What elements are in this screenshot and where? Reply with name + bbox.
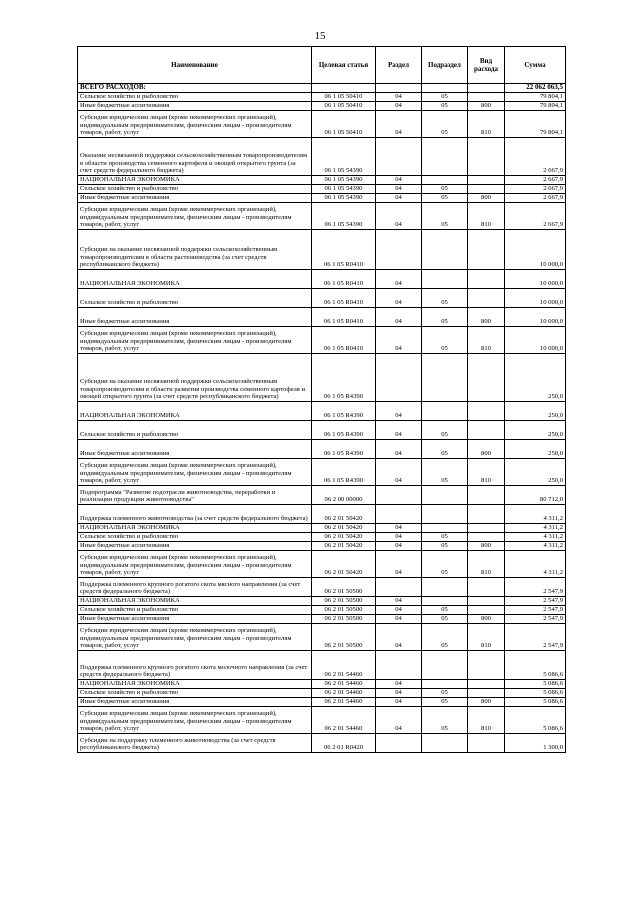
row-code: 06 1 05 R4390: [312, 459, 376, 486]
row-name: Субсидии на оказание несвязанной поддержки сельскохозяйственным товаропроизводителям в области развития производства семенного картофеля и овощей открытого грунта (за счет средств республиканского бюджета): [78, 354, 312, 402]
row-subsection: 05: [422, 327, 468, 354]
row-section: 04: [376, 524, 422, 533]
row-code: 06 1 05 R0410: [312, 230, 376, 270]
row-sum: 5 086,6: [505, 698, 566, 707]
table-row: [78, 551, 566, 578]
row-code: 06 1 05 R4390: [312, 402, 376, 421]
table-row: [78, 524, 566, 533]
row-subsection: 05: [422, 185, 468, 194]
row-subsection: [422, 505, 468, 524]
row-subsection: 05: [422, 615, 468, 624]
row-kind: [468, 176, 505, 185]
row-name: Иные бюджетные ассигнования: [78, 102, 312, 111]
row-code: 06 1 05 54390: [312, 194, 376, 203]
row-code: 06 2 01 50420: [312, 524, 376, 533]
row-sum: 2 667,9: [505, 176, 566, 185]
row-sum: 4 311,2: [505, 505, 566, 524]
row-section: 04: [376, 606, 422, 615]
row-sum: 79 804,1: [505, 111, 566, 138]
total-sum: 22 062 063,5: [505, 84, 566, 93]
row-section: 04: [376, 624, 422, 651]
row-section: 04: [376, 185, 422, 194]
row-subsection: 05: [422, 551, 468, 578]
row-section: 04: [376, 327, 422, 354]
row-kind: [468, 486, 505, 505]
row-kind: 810: [468, 203, 505, 230]
table-row: [78, 440, 566, 459]
row-code: 06 2 01 50420: [312, 533, 376, 542]
row-subsection: [422, 486, 468, 505]
row-name: НАЦИОНАЛЬНАЯ ЭКОНОМИКА: [78, 270, 312, 289]
row-name: Иные бюджетные ассигнования: [78, 308, 312, 327]
row-sum: 5 086,6: [505, 651, 566, 680]
row-subsection: [422, 402, 468, 421]
row-section: 04: [376, 680, 422, 689]
row-kind: 800: [468, 698, 505, 707]
row-code: 06 2 01 50500: [312, 624, 376, 651]
row-section: 04: [376, 707, 422, 734]
row-section: 04: [376, 689, 422, 698]
header-kind: Вид расхода: [468, 47, 505, 84]
row-name: Иные бюджетные ассигнования: [78, 194, 312, 203]
row-code: 06 2 01 54460: [312, 689, 376, 698]
row-code: 06 1 05 R4390: [312, 421, 376, 440]
row-sum: 80 712,0: [505, 486, 566, 505]
row-sum: 79 804,1: [505, 93, 566, 102]
table-row: [78, 533, 566, 542]
table-row: [78, 615, 566, 624]
row-sum: 250,0: [505, 402, 566, 421]
row-section: 04: [376, 176, 422, 185]
table-row: [78, 402, 566, 421]
row-section: [376, 354, 422, 402]
row-code: 06 2 01 50420: [312, 542, 376, 551]
row-kind: 800: [468, 194, 505, 203]
row-name: НАЦИОНАЛЬНАЯ ЭКОНОМИКА: [78, 524, 312, 533]
table-row: [78, 486, 566, 505]
table-row: [78, 289, 566, 308]
table-row: [78, 270, 566, 289]
header-sum: Сумма: [505, 47, 566, 84]
row-code: 06 2 01 54460: [312, 698, 376, 707]
row-subsection: [422, 680, 468, 689]
row-subsection: [422, 524, 468, 533]
row-code: 06 2 01 50500: [312, 597, 376, 606]
budget-table: [77, 46, 566, 753]
row-subsection: 05: [422, 698, 468, 707]
row-code: 06 2 01 50500: [312, 606, 376, 615]
row-section: 04: [376, 440, 422, 459]
row-name: Субсидии на поддержку племенного животноводства (за счет средств республиканского бюджета): [78, 734, 312, 753]
row-kind: 800: [468, 615, 505, 624]
total-row: [78, 84, 566, 93]
table-row: [78, 230, 566, 270]
row-section: 04: [376, 111, 422, 138]
row-section: 04: [376, 270, 422, 289]
header-code: Целевая статья: [312, 47, 376, 84]
row-sum: 4 311,2: [505, 542, 566, 551]
row-section: 04: [376, 308, 422, 327]
row-kind: [468, 680, 505, 689]
row-sum: 5 086,6: [505, 689, 566, 698]
row-kind: 810: [468, 624, 505, 651]
row-code: 06 1 05 R0410: [312, 308, 376, 327]
table-row: [78, 624, 566, 651]
row-code: 06 2 01 50500: [312, 615, 376, 624]
row-kind: 800: [468, 102, 505, 111]
row-sum: 2 667,9: [505, 194, 566, 203]
row-name: Субсидии юридическим лицам (кроме некоммерческих организаций), индивидуальным предпринимателям, физическим лицам - производителям товаров, работ, услуг: [78, 111, 312, 138]
row-kind: [468, 651, 505, 680]
row-kind: [468, 230, 505, 270]
table-row: [78, 698, 566, 707]
row-subsection: 05: [422, 289, 468, 308]
row-code: 06 1 05 R0410: [312, 270, 376, 289]
row-kind: [468, 533, 505, 542]
row-section: [376, 138, 422, 176]
row-sum: 2 547,9: [505, 578, 566, 597]
row-code: 06 2 01 R0420: [312, 734, 376, 753]
table-row: [78, 707, 566, 734]
row-section: 04: [376, 102, 422, 111]
row-kind: [468, 421, 505, 440]
row-sum: 250,0: [505, 421, 566, 440]
row-sum: 1 300,0: [505, 734, 566, 753]
row-name: НАЦИОНАЛЬНАЯ ЭКОНОМИКА: [78, 597, 312, 606]
row-code: 06 1 05 54390: [312, 203, 376, 230]
row-kind: 810: [468, 327, 505, 354]
row-sum: 2 667,9: [505, 138, 566, 176]
row-section: 04: [376, 542, 422, 551]
row-kind: [468, 289, 505, 308]
row-name: Субсидии юридическим лицам (кроме некоммерческих организаций), индивидуальным предпринимателям, физическим лицам - производителям товаров, работ, услуг: [78, 551, 312, 578]
row-subsection: 05: [422, 533, 468, 542]
row-name: Поддержка племенного крупного рогатого скота мясного направления (за счет средств федерального бюджета): [78, 578, 312, 597]
row-name: Субсидии юридическим лицам (кроме некоммерческих организаций), индивидуальным предпринимателям, физическим лицам - производителям товаров, работ, услуг: [78, 203, 312, 230]
row-sum: 250,0: [505, 354, 566, 402]
row-section: 04: [376, 615, 422, 624]
row-kind: 810: [468, 459, 505, 486]
row-kind: [468, 93, 505, 102]
row-code: 06 1 05 R0410: [312, 289, 376, 308]
row-section: 04: [376, 289, 422, 308]
row-sum: 10 000,0: [505, 327, 566, 354]
row-subsection: 05: [422, 111, 468, 138]
row-kind: [468, 734, 505, 753]
row-sum: 79 804,1: [505, 102, 566, 111]
row-code: 06 2 01 54460: [312, 707, 376, 734]
row-subsection: 05: [422, 102, 468, 111]
table-row: [78, 651, 566, 680]
row-sum: 2 547,9: [505, 624, 566, 651]
row-name: Субсидии юридическим лицам (кроме некоммерческих организаций), индивидуальным предпринимателям, физическим лицам - производителям товаров, работ, услуг: [78, 459, 312, 486]
row-sum: 2 547,9: [505, 615, 566, 624]
row-name: Иные бюджетные ассигнования: [78, 698, 312, 707]
row-sum: 5 086,6: [505, 680, 566, 689]
row-section: 04: [376, 698, 422, 707]
row-sum: 2 547,9: [505, 597, 566, 606]
row-subsection: [422, 230, 468, 270]
row-name: Субсидии юридическим лицам (кроме некоммерческих организаций), индивидуальным предпринимателям, физическим лицам - производителям товаров, работ, услуг: [78, 624, 312, 651]
row-name: Сельское хозяйство и рыболовство: [78, 533, 312, 542]
row-subsection: 05: [422, 624, 468, 651]
row-code: 06 1 05 R0410: [312, 327, 376, 354]
row-name: Сельское хозяйство и рыболовство: [78, 93, 312, 102]
total-label: ВСЕГО РАСХОДОВ:: [78, 84, 312, 93]
header-name: Наименование: [78, 47, 312, 84]
row-code: 06 2 01 50420: [312, 505, 376, 524]
row-sum: 4 311,2: [505, 524, 566, 533]
row-subsection: 05: [422, 194, 468, 203]
row-name: Сельское хозяйство и рыболовство: [78, 689, 312, 698]
row-subsection: [422, 270, 468, 289]
row-sum: 10 000,0: [505, 230, 566, 270]
row-section: 04: [376, 421, 422, 440]
table-row: [78, 308, 566, 327]
row-section: [376, 734, 422, 753]
row-subsection: 05: [422, 707, 468, 734]
row-code: 06 2 01 54460: [312, 651, 376, 680]
row-name: Субсидии юридическим лицам (кроме некоммерческих организаций), индивидуальным предпринимателям, физическим лицам - производителям товаров, работ, услуг: [78, 707, 312, 734]
row-code: 06 2 01 50500: [312, 578, 376, 597]
row-sum: 250,0: [505, 440, 566, 459]
row-subsection: 05: [422, 308, 468, 327]
row-section: 04: [376, 402, 422, 421]
row-section: 04: [376, 93, 422, 102]
row-section: 04: [376, 533, 422, 542]
row-subsection: 05: [422, 542, 468, 551]
row-name: Сельское хозяйство и рыболовство: [78, 421, 312, 440]
row-sum: 10 000,0: [505, 308, 566, 327]
row-kind: [468, 505, 505, 524]
table-row: [78, 111, 566, 138]
row-subsection: 05: [422, 440, 468, 459]
row-code: 06 1 05 50410: [312, 111, 376, 138]
row-section: [376, 505, 422, 524]
row-kind: [468, 578, 505, 597]
row-kind: 810: [468, 707, 505, 734]
row-section: [376, 230, 422, 270]
row-name: НАЦИОНАЛЬНАЯ ЭКОНОМИКА: [78, 402, 312, 421]
row-section: 04: [376, 459, 422, 486]
row-name: Сельское хозяйство и рыболовство: [78, 289, 312, 308]
row-subsection: [422, 651, 468, 680]
row-name: Сельское хозяйство и рыболовство: [78, 606, 312, 615]
row-subsection: [422, 734, 468, 753]
row-kind: [468, 689, 505, 698]
row-code: 06 1 05 54390: [312, 138, 376, 176]
table-row: [78, 459, 566, 486]
table-header-row: [78, 47, 566, 84]
row-code: 06 2 00 00000: [312, 486, 376, 505]
row-sum: 4 311,2: [505, 533, 566, 542]
row-kind: 810: [468, 551, 505, 578]
row-sum: 10 000,0: [505, 270, 566, 289]
row-kind: 800: [468, 440, 505, 459]
row-section: 04: [376, 194, 422, 203]
row-name: Иные бюджетные ассигнования: [78, 440, 312, 459]
table-row: [78, 354, 566, 402]
table-row: [78, 606, 566, 615]
row-name: Субсидии юридическим лицам (кроме некоммерческих организаций), индивидуальным предпринимателям, физическим лицам - производителям товаров, работ, услуг: [78, 327, 312, 354]
row-code: 06 1 05 54390: [312, 185, 376, 194]
row-sum: 2 667,9: [505, 185, 566, 194]
row-name: НАЦИОНАЛЬНАЯ ЭКОНОМИКА: [78, 176, 312, 185]
row-sum: 4 311,2: [505, 551, 566, 578]
table-row: [78, 505, 566, 524]
table-row: [78, 597, 566, 606]
row-code: 06 2 01 54460: [312, 680, 376, 689]
table-row: [78, 185, 566, 194]
table-row: [78, 578, 566, 597]
table-row: [78, 680, 566, 689]
row-code: 06 1 05 R4390: [312, 354, 376, 402]
table-row: [78, 421, 566, 440]
row-kind: 810: [468, 111, 505, 138]
row-name: НАЦИОНАЛЬНАЯ ЭКОНОМИКА: [78, 680, 312, 689]
table-row: [78, 93, 566, 102]
row-section: 04: [376, 597, 422, 606]
row-kind: [468, 270, 505, 289]
row-kind: 800: [468, 542, 505, 551]
row-section: 04: [376, 203, 422, 230]
row-section: [376, 486, 422, 505]
row-subsection: 05: [422, 93, 468, 102]
row-sum: 250,0: [505, 459, 566, 486]
row-subsection: [422, 578, 468, 597]
row-name: Подпрограмма "Развитие подотрасли животноводства, переработки и реализации продукции животноводства": [78, 486, 312, 505]
table-row: [78, 327, 566, 354]
row-subsection: 05: [422, 689, 468, 698]
table-row: [78, 138, 566, 176]
row-subsection: 05: [422, 606, 468, 615]
table-row: [78, 542, 566, 551]
row-section: [376, 651, 422, 680]
header-section: Раздел: [376, 47, 422, 84]
row-section: [376, 578, 422, 597]
row-section: 04: [376, 551, 422, 578]
row-subsection: 05: [422, 421, 468, 440]
row-name: Сельское хозяйство и рыболовство: [78, 185, 312, 194]
row-kind: [468, 185, 505, 194]
row-kind: [468, 606, 505, 615]
row-name: Поддержка племенного крупного рогатого скота молочного направления (за счет средств федерального бюджета): [78, 651, 312, 680]
row-name: Поддержка племенного животноводства (за счет средств федерального бюджета): [78, 505, 312, 524]
header-subsection: Подраздел: [422, 47, 468, 84]
row-sum: 5 086,6: [505, 707, 566, 734]
row-kind: [468, 138, 505, 176]
table-row: [78, 203, 566, 230]
row-kind: [468, 402, 505, 421]
table-row: [78, 689, 566, 698]
row-kind: [468, 354, 505, 402]
row-name: Иные бюджетные ассигнования: [78, 615, 312, 624]
row-subsection: [422, 138, 468, 176]
row-name: Оказание несвязанной поддержки сельскохозяйственным товаропроизводителям в области производства семенного картофеля и овощей открытого грунта (за счет средств федерального бюджета): [78, 138, 312, 176]
table-row: [78, 194, 566, 203]
row-sum: 2 547,9: [505, 606, 566, 615]
row-name: Субсидии на оказание несвязанной поддержки сельскохозяйственным товаропроизводителям в области растениеводства (за счет средств республиканского бюджета): [78, 230, 312, 270]
row-subsection: [422, 597, 468, 606]
page-number: 15: [314, 30, 326, 42]
row-code: 06 1 05 50410: [312, 102, 376, 111]
row-kind: 800: [468, 308, 505, 327]
row-name: Иные бюджетные ассигнования: [78, 542, 312, 551]
row-sum: 10 000,0: [505, 289, 566, 308]
row-subsection: 05: [422, 203, 468, 230]
row-code: 06 1 05 R4390: [312, 440, 376, 459]
table-row: [78, 102, 566, 111]
row-subsection: [422, 354, 468, 402]
row-subsection: 05: [422, 459, 468, 486]
table-row: [78, 176, 566, 185]
row-code: 06 1 05 54390: [312, 176, 376, 185]
row-kind: [468, 524, 505, 533]
row-code: 06 1 05 50410: [312, 93, 376, 102]
row-sum: 2 667,9: [505, 203, 566, 230]
row-code: 06 2 01 50420: [312, 551, 376, 578]
row-kind: [468, 597, 505, 606]
row-subsection: [422, 176, 468, 185]
table-row: [78, 734, 566, 753]
